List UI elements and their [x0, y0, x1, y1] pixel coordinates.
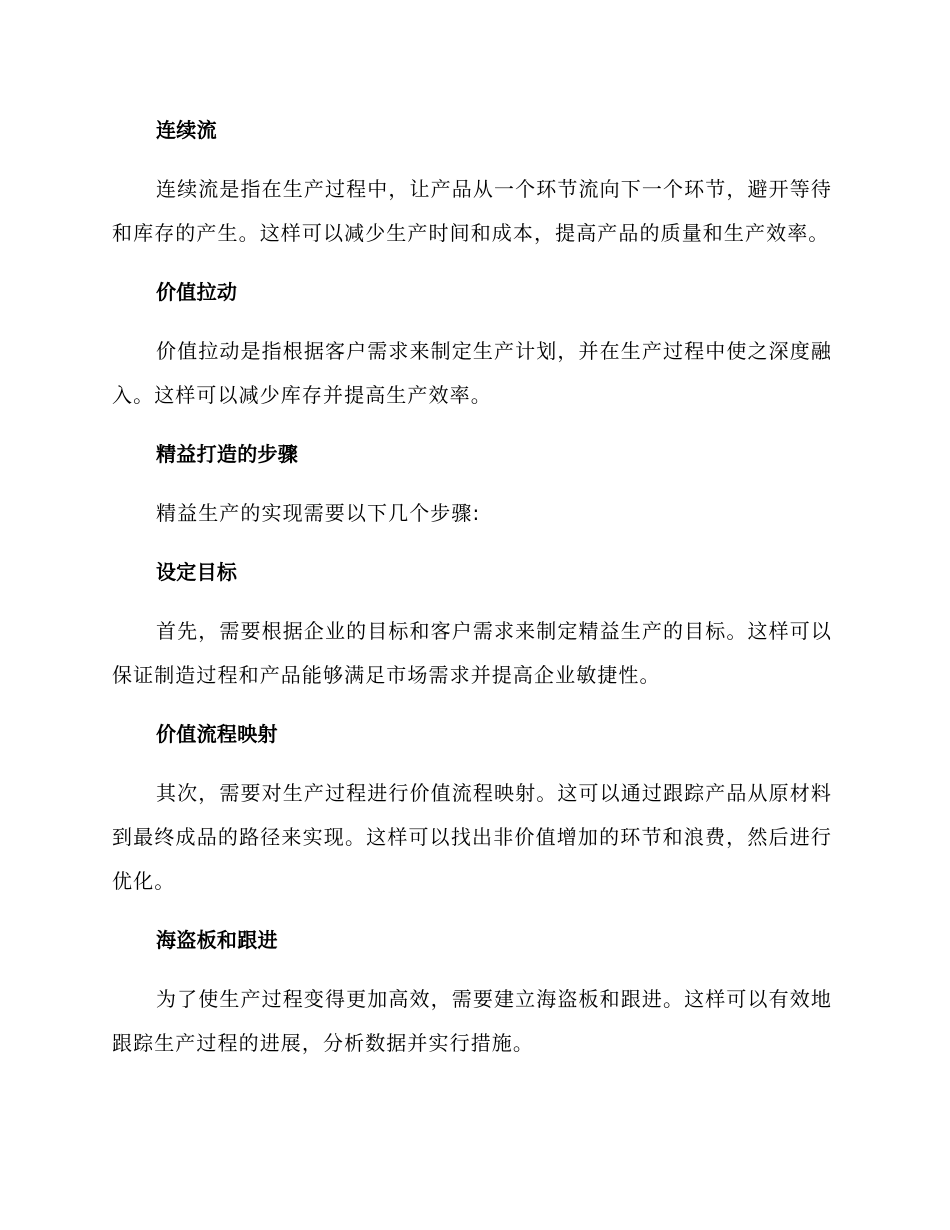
section-lean-steps	[112, 432, 832, 535]
section-paragraph: 精益生产的实现需要以下几个步骤:	[156, 501, 481, 525]
document-page	[112, 108, 832, 1080]
section-paragraph: 为了使生产过程变得更加高效，需要建立海盗板和跟进。这样可以有效地跟踪生产过程的进展，分析数据并实行措施。	[112, 987, 832, 1055]
section-heading: 价值拉动	[156, 280, 238, 304]
section-paragraph: 连续流是指在生产过程中，让产品从一个环节流向下一个环节，避开等待和库存的产生。这样可以减少生产时间和成本，提高产品的质量和生产效率。	[112, 177, 832, 245]
section-heading: 海盗板和跟进	[156, 928, 278, 952]
section-continuous-flow	[112, 108, 832, 255]
section-paragraph: 其次，需要对生产过程进行价值流程映射。这可以通过跟踪产品从原材料到最终成品的路径来实现。这样可以找出非价值增加的环节和浪费，然后进行优化。	[112, 781, 832, 893]
section-heading: 价值流程映射	[156, 722, 278, 746]
section-paragraph: 首先，需要根据企业的目标和客户需求来制定精益生产的目标。这样可以保证制造过程和产品能够满足市场需求并提高企业敏捷性。	[112, 619, 832, 687]
section-heading: 精益打造的步骤	[156, 442, 299, 466]
section-value-pull	[112, 270, 832, 417]
section-heading: 设定目标	[156, 560, 238, 584]
section-heading: 连续流	[156, 118, 217, 142]
section-set-goals	[112, 550, 832, 697]
section-value-stream-mapping	[112, 712, 832, 903]
section-board-follow-up	[112, 918, 832, 1065]
section-paragraph: 价值拉动是指根据客户需求来制定生产计划，并在生产过程中使之深度融入。这样可以减少库存并提高生产效率。	[112, 339, 832, 407]
